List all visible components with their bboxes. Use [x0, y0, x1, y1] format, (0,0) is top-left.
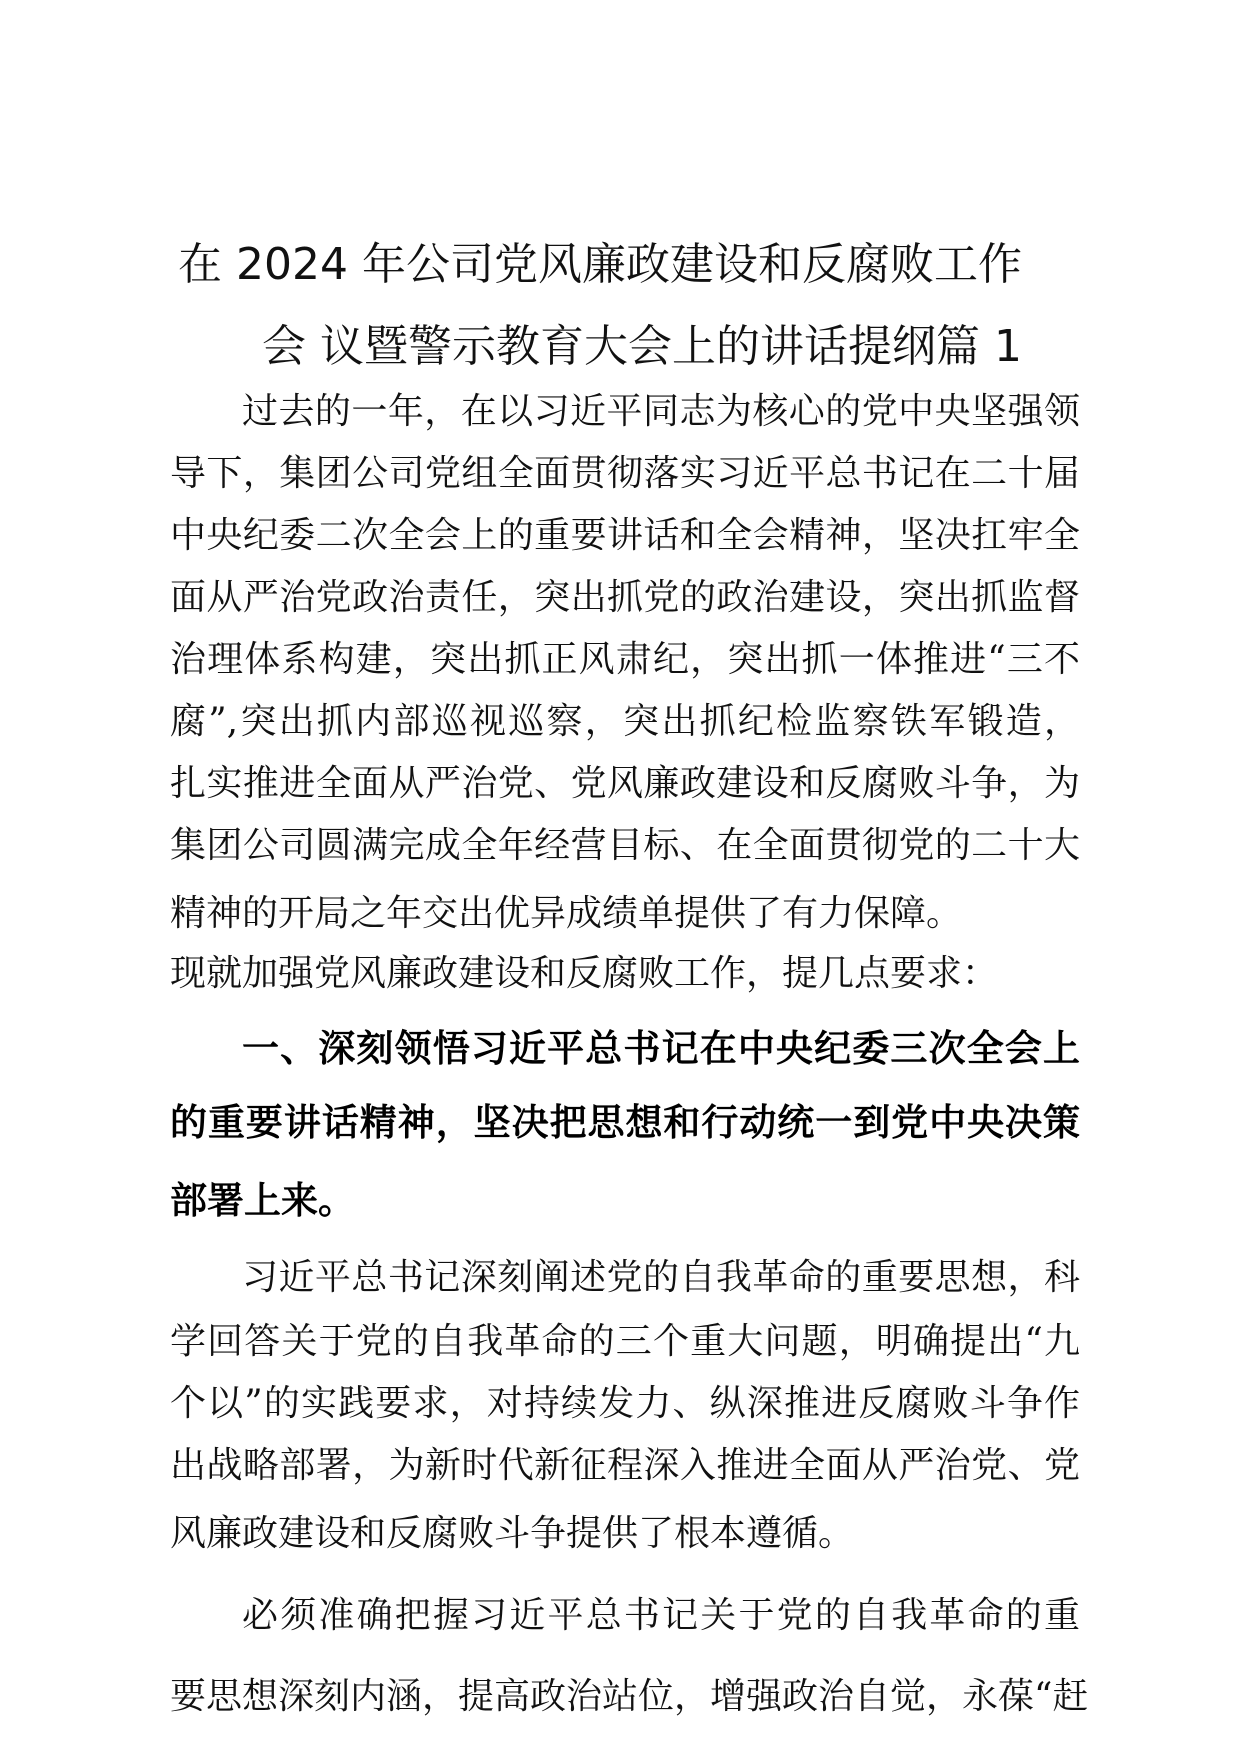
paragraph-3-line: 出战略部署，为新时代新征程深入推进全面从严治党、党 [170, 1445, 1080, 1486]
paragraph-1-line: 扎实推进全面从严治党、党风廉政建设和反腐败斗争，为 [170, 763, 1080, 804]
section-heading-line: 部署上来。 [170, 1179, 355, 1222]
paragraph-3-line: 风廉政建设和反腐败斗争提供了根本遵循。 [170, 1513, 855, 1554]
paragraph-1-line: 导下，集团公司党组全面贯彻落实习近平总书记在二十届 [170, 453, 1080, 494]
paragraph-1-line: 集团公司圆满完成全年经营目标、在全面贯彻党的二十大 [170, 825, 1080, 866]
section-heading-line: 的重要讲话精神，坚决把思想和行动统一到党中央决策 [170, 1101, 1080, 1144]
section-heading-line: 一、深刻领悟习近平总书记在中央纪委三次全会上 [242, 1027, 1080, 1070]
paragraph-4-line: 要思想深刻内涵，提高政治站位，增强政治自觉，永葆“赶 [170, 1676, 1089, 1717]
document-title-line-1: 在 2024 年公司党风廉政建设和反腐败工作 [178, 239, 1022, 290]
paragraph-4-line: 必须准确把握习近平总书记关于党的自我革命的重 [242, 1595, 1080, 1636]
paragraph-2-line: 现就加强党风廉政建设和反腐败工作，提几点要求： [170, 953, 999, 994]
paragraph-1-line: 面从严治党政治责任，突出抓党的政治建设，突出抓监督 [170, 577, 1080, 618]
document-title-line-2: 会 议暨警示教育大会上的讲话提纲篇 1 [262, 321, 1022, 372]
paragraph-3-line: 学回答关于党的自我革命的三个重大问题，明确提出“九 [170, 1321, 1080, 1362]
paragraph-3-line: 个以”的实践要求，对持续发力、纵深推进反腐败斗争作 [170, 1383, 1080, 1424]
paragraph-1-line: 精神的开局之年交出优异成绩单提供了有力保障。 [170, 893, 963, 934]
paragraph-3-line: 习近平总书记深刻阐述党的自我革命的重要思想，科 [242, 1257, 1080, 1298]
paragraph-1-line: 过去的一年，在以习近平同志为核心的党中央坚强领 [242, 391, 1080, 432]
paragraph-1-line: 腐”,突出抓内部巡视巡察，突出抓纪检监察铁军锻造， [170, 701, 1080, 742]
paragraph-1-line: 治理体系构建，突出抓正风肃纪，突出抓一体推进“三不 [170, 639, 1080, 680]
paragraph-1-line: 中央纪委二次全会上的重要讲话和全会精神，坚决扛牢全 [170, 515, 1080, 556]
